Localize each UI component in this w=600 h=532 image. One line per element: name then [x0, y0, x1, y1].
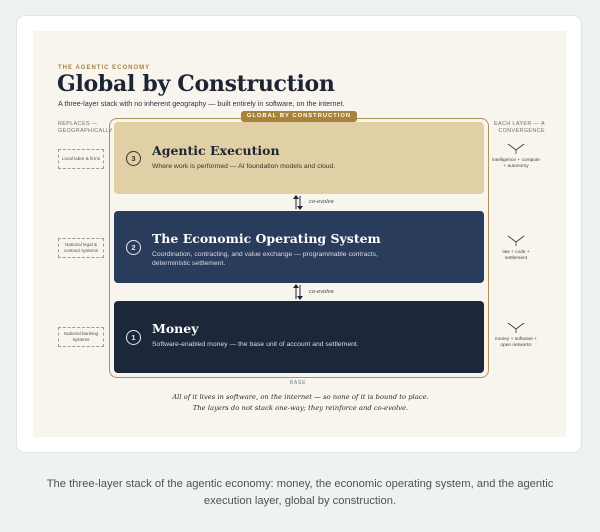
layer-economic-operating-system — [114, 211, 484, 283]
replaces-label: Local labor & firms — [61, 156, 101, 161]
coevolve-arrow-icon — [291, 194, 305, 211]
layer-description: Where work is performed — AI foundation models and cloud. — [152, 163, 336, 170]
figure-caption: The three-layer stack of the agentic economy: money, the economic operating system, and the agentic execution layer, global by construction. — [46, 478, 554, 507]
replaces-banking-systems — [58, 327, 104, 347]
right-column-heading: EACH LAYER — A CONVERGENCE — [493, 121, 545, 134]
layer-name: Agentic Execution — [152, 143, 280, 158]
replaces-legal-systems — [58, 238, 104, 258]
layer-money — [114, 301, 484, 373]
convergence-label: law + code + settlement — [502, 250, 530, 261]
layer-description: Software-enabled money — the base unit of account and settlement. — [152, 341, 359, 348]
convergence-icon — [507, 322, 525, 334]
layer-name: The Economic Operating System — [152, 231, 381, 246]
replaces-label: National banking systems — [63, 331, 99, 342]
replaces-label: National legal & contract systems — [63, 242, 99, 253]
convergence-item — [491, 143, 541, 170]
convergence-icon — [507, 143, 525, 155]
layer-number-badge: 2 — [126, 240, 141, 255]
diagram-figure — [33, 31, 566, 437]
convergence-icon — [507, 235, 525, 247]
layer-description: Coordination, contracting, and value exchange — programmable contracts, deterministic settlement. — [152, 251, 378, 267]
layer-agentic-execution — [114, 122, 484, 194]
coevolve-label: co-evolve — [309, 199, 334, 205]
diagram-subtitle: A three-layer stack with no inherent geography — built entirely in software, on the internet. — [58, 99, 345, 108]
left-column-heading: REPLACES — GEOGRAPHICALLY — [58, 121, 113, 134]
footnote-line-2: The layers do not stack one-way; they reinforce and co-evolve. — [192, 404, 409, 412]
layer-number-badge: 1 — [126, 330, 141, 345]
convergence-label: intelligence + compute + autonomy — [492, 158, 540, 169]
convergence-label: money + software + open networks — [494, 337, 538, 348]
layer-name: Money — [152, 321, 199, 336]
kicker: THE AGENTIC ECONOMY — [58, 65, 151, 71]
base-label: BASE — [289, 380, 307, 386]
coevolve-arrow-icon — [291, 283, 305, 301]
replaces-local-labor — [58, 149, 104, 169]
diagram-title: Global by Construction — [57, 71, 335, 97]
frame-label: GLOBAL BY CONSTRUCTION — [241, 111, 357, 122]
footnote-line-1: All of it lives in software, on the internet — so none of it is bound to place. — [172, 393, 429, 401]
convergence-item — [491, 235, 541, 262]
convergence-item — [491, 322, 541, 349]
layer-number-badge: 3 — [126, 151, 141, 166]
coevolve-label: co-evolve — [309, 289, 334, 295]
